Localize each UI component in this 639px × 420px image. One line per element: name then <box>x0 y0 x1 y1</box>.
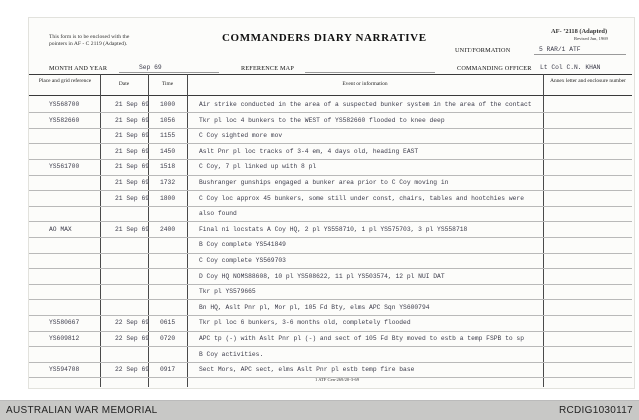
row-rule <box>29 299 632 300</box>
row-place-cell: AO MAX <box>49 225 72 233</box>
form-page <box>28 17 635 389</box>
row-rule <box>29 112 632 113</box>
row-rule <box>29 206 632 207</box>
col-header-date: Date <box>118 81 130 87</box>
enclose-note-line-1: This form is to be enclosed with the <box>49 34 130 40</box>
row-place-cell: YS582660 <box>49 116 80 124</box>
col-header-annex: Annex letter and enclosure number <box>550 78 626 84</box>
enclose-note-line-2: pointers in AF - C 2119 (Adapted). <box>49 41 128 47</box>
row-event-cell: Final ni locstats A Coy HQ, 2 pl YS558710, 1 pl YS575703, 3 pl YS558718 <box>199 225 468 233</box>
row-date-cell: 21 Sep 69 <box>115 179 150 186</box>
row-event-cell: also found <box>199 210 237 218</box>
row-time-cell: 1056 <box>160 116 176 124</box>
row-time-cell: 1732 <box>160 179 176 186</box>
row-date-cell: 21 Sep 69 <box>115 225 150 233</box>
row-time-cell: 0720 <box>160 335 176 342</box>
month-year-label: MONTH AND YEAR <box>49 65 108 72</box>
row-time-cell: 1000 <box>160 101 176 108</box>
row-event-cell: C Coy complete YS569703 <box>199 257 286 264</box>
row-date-cell: 21 Sep 69 <box>115 132 150 140</box>
row-rule <box>29 253 632 254</box>
row-place-cell: YS568700 <box>49 101 80 108</box>
row-date-cell: 22 Sep 69 <box>115 366 150 374</box>
reference-map-label: REFERENCE MAP <box>241 65 294 72</box>
row-time-cell: 1155 <box>160 132 176 140</box>
form-title: COMMANDERS DIARY NARRATIVE <box>222 32 427 44</box>
row-time-cell: 1450 <box>160 147 176 155</box>
row-rule <box>29 237 632 238</box>
row-time-cell: 1800 <box>160 194 176 202</box>
row-time-cell: 2400 <box>160 225 176 233</box>
archive-footer <box>0 400 639 420</box>
form-revised: Revised Jun, 1969 <box>574 36 608 41</box>
row-rule <box>29 346 632 347</box>
row-place-cell: YS580667 <box>49 319 80 327</box>
row-event-cell: Tkr pl loc 4 bunkers to the WEST of YS582660 flooded to knee deep <box>199 116 445 124</box>
row-event-cell: Tkr pl YS579665 <box>199 288 256 296</box>
row-date-cell: 21 Sep 69 <box>115 101 150 108</box>
col-header-event: Event or information <box>342 81 388 87</box>
row-event-cell: C Coy loc approx 45 bunkers, some still under const, chairs, tables and hootchies were <box>199 194 524 202</box>
row-time-cell: 0615 <box>160 319 176 327</box>
row-place-cell: YS594708 <box>49 366 80 374</box>
row-rule <box>29 284 632 285</box>
row-time-cell: 0917 <box>160 366 176 374</box>
archive-name: AUSTRALIAN WAR MEMORIAL <box>6 405 158 416</box>
row-event-cell: Air strike conducted in the area of a suspected bunker system in the area of the contact <box>199 101 532 108</box>
row-rule <box>29 143 632 144</box>
row-date-cell: 21 Sep 69 <box>115 194 150 202</box>
row-event-cell: C Coy, 7 pl linked up with 8 pl <box>199 163 317 171</box>
bottom-stamp: 1 ATF Cen-269/20-3-69 <box>315 377 360 382</box>
row-rule <box>29 362 632 363</box>
row-date-cell: 21 Sep 69 <box>115 163 150 171</box>
row-rule <box>29 331 632 332</box>
col-header-time: Time <box>161 81 174 87</box>
col-header-place: Place and grid reference <box>38 78 92 84</box>
row-rule <box>29 315 632 316</box>
row-event-cell: Tkr pl loc 6 bunkers, 3-6 months old, completely flooded <box>199 319 411 327</box>
row-event-cell: D Coy HQ NOMS88608, 10 pl YS508622, 11 pl YS503574, 12 pl NUI DAT <box>199 272 445 280</box>
row-event-cell: Bn HQ, Aslt Pnr pl, Mor pl, 105 Fd Bty, elms APC Sqn YS600794 <box>199 303 430 311</box>
row-event-cell: Bushranger gunships engaged a bunker area prior to C Coy moving in <box>199 179 449 186</box>
row-event-cell: APC tp (-) with Aslt Pnr pl (-) and sect of 105 Fd Bty moved to estb a temp FSPB to sp <box>199 335 524 342</box>
row-place-cell: YS561700 <box>49 163 80 171</box>
month-year-value: Sep 69 <box>139 64 162 71</box>
row-date-cell: 21 Sep 69 <box>115 116 150 124</box>
commanding-officer-value: Lt Col C.N. KHAN <box>540 64 601 71</box>
row-event-cell: C Coy sighted more mov <box>199 132 283 140</box>
row-time-cell: 1518 <box>160 163 176 171</box>
row-place-cell: YS609812 <box>49 335 80 342</box>
commanding-officer-label: COMMANDING OFFICER <box>457 65 532 72</box>
row-rule <box>29 128 632 129</box>
row-event-cell: B Coy complete YS541849 <box>199 241 286 249</box>
row-rule <box>29 268 632 269</box>
row-rule <box>29 221 632 222</box>
row-rule <box>29 159 632 160</box>
row-date-cell: 22 Sep 69 <box>115 319 150 327</box>
unit-formation-value: 5 RAR/1 ATF <box>539 46 581 53</box>
unit-formation-label: UNIT/FORMATION <box>455 47 511 54</box>
form-number: AF- ’2118 (Adapted) <box>551 28 608 35</box>
row-event-cell: Sect Mors, APC sect, elms Aslt Pnr pl estb temp fire base <box>199 366 415 374</box>
row-event-cell: Aslt Pnr pl loc tracks of 3-4 em, 4 days old, heading EAST <box>199 147 419 155</box>
row-date-cell: 21 Sep 69 <box>115 147 150 155</box>
document-id: RCDIG1030117 <box>558 405 633 416</box>
row-rule <box>29 190 632 191</box>
row-date-cell: 22 Sep 69 <box>115 335 150 342</box>
row-event-cell: B Coy activities. <box>199 350 264 358</box>
row-rule <box>29 175 632 176</box>
